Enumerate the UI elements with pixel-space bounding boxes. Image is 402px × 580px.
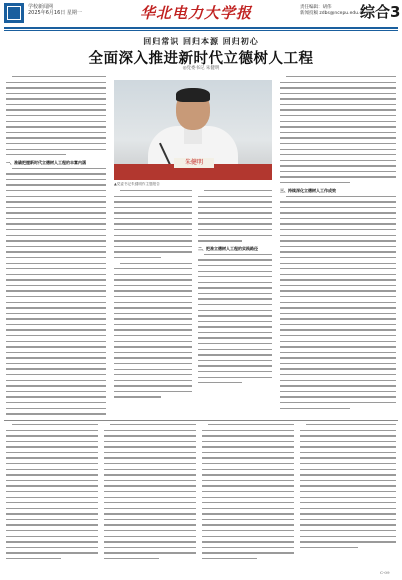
masthead-rule-thin bbox=[4, 30, 398, 31]
subhead-2: 二、把准立德树人工程的实践路径 bbox=[198, 245, 258, 251]
publication-line: 学校新闻网 bbox=[28, 4, 54, 10]
lower-column-1 bbox=[6, 424, 98, 568]
text-column-1 bbox=[6, 76, 106, 416]
article-byline: ◎党委书记 朱健明 bbox=[182, 66, 220, 71]
editor-line: 责任编辑：胡伟 bbox=[300, 5, 332, 10]
lower-column-2 bbox=[104, 424, 196, 568]
article-photo bbox=[114, 80, 272, 180]
subhead-3: 三、持续深化立德树人工作成效 bbox=[280, 187, 336, 193]
university-logo-emblem bbox=[7, 6, 21, 20]
text-column-2 bbox=[114, 190, 192, 416]
editor-info bbox=[300, 5, 365, 17]
lower-column-4 bbox=[300, 424, 396, 568]
text-column-4 bbox=[280, 76, 396, 416]
section-label: 综合3 bbox=[360, 3, 401, 21]
text-column-3 bbox=[198, 190, 272, 416]
page-footer: C-09 bbox=[380, 570, 390, 575]
photo-speaker-hair bbox=[176, 88, 210, 102]
subhead-1: 一、准确把握新时代立德树人工程的丰富内涵 bbox=[6, 159, 86, 165]
contribution-email: 新闻投稿 zdbs@ncepu.edu.cn bbox=[300, 11, 365, 16]
newspaper-title: 华北电力大学报 bbox=[140, 4, 253, 22]
article-kicker: 回归常识 回归本源 回归初心 bbox=[143, 36, 259, 46]
masthead-rule bbox=[4, 27, 398, 29]
photo-caption: ▲党委书记朱健明作主题报告 bbox=[114, 182, 160, 186]
lower-column-3 bbox=[202, 424, 294, 568]
article-headline: 全面深入推进新时代立德树人工程 bbox=[88, 51, 314, 67]
section-divider bbox=[4, 420, 398, 421]
photo-nameplate: 朱健明 bbox=[174, 158, 214, 168]
issue-date: 2025年6月16日 星期一 bbox=[28, 10, 82, 16]
publication-info bbox=[28, 4, 82, 16]
masthead bbox=[0, 0, 402, 30]
